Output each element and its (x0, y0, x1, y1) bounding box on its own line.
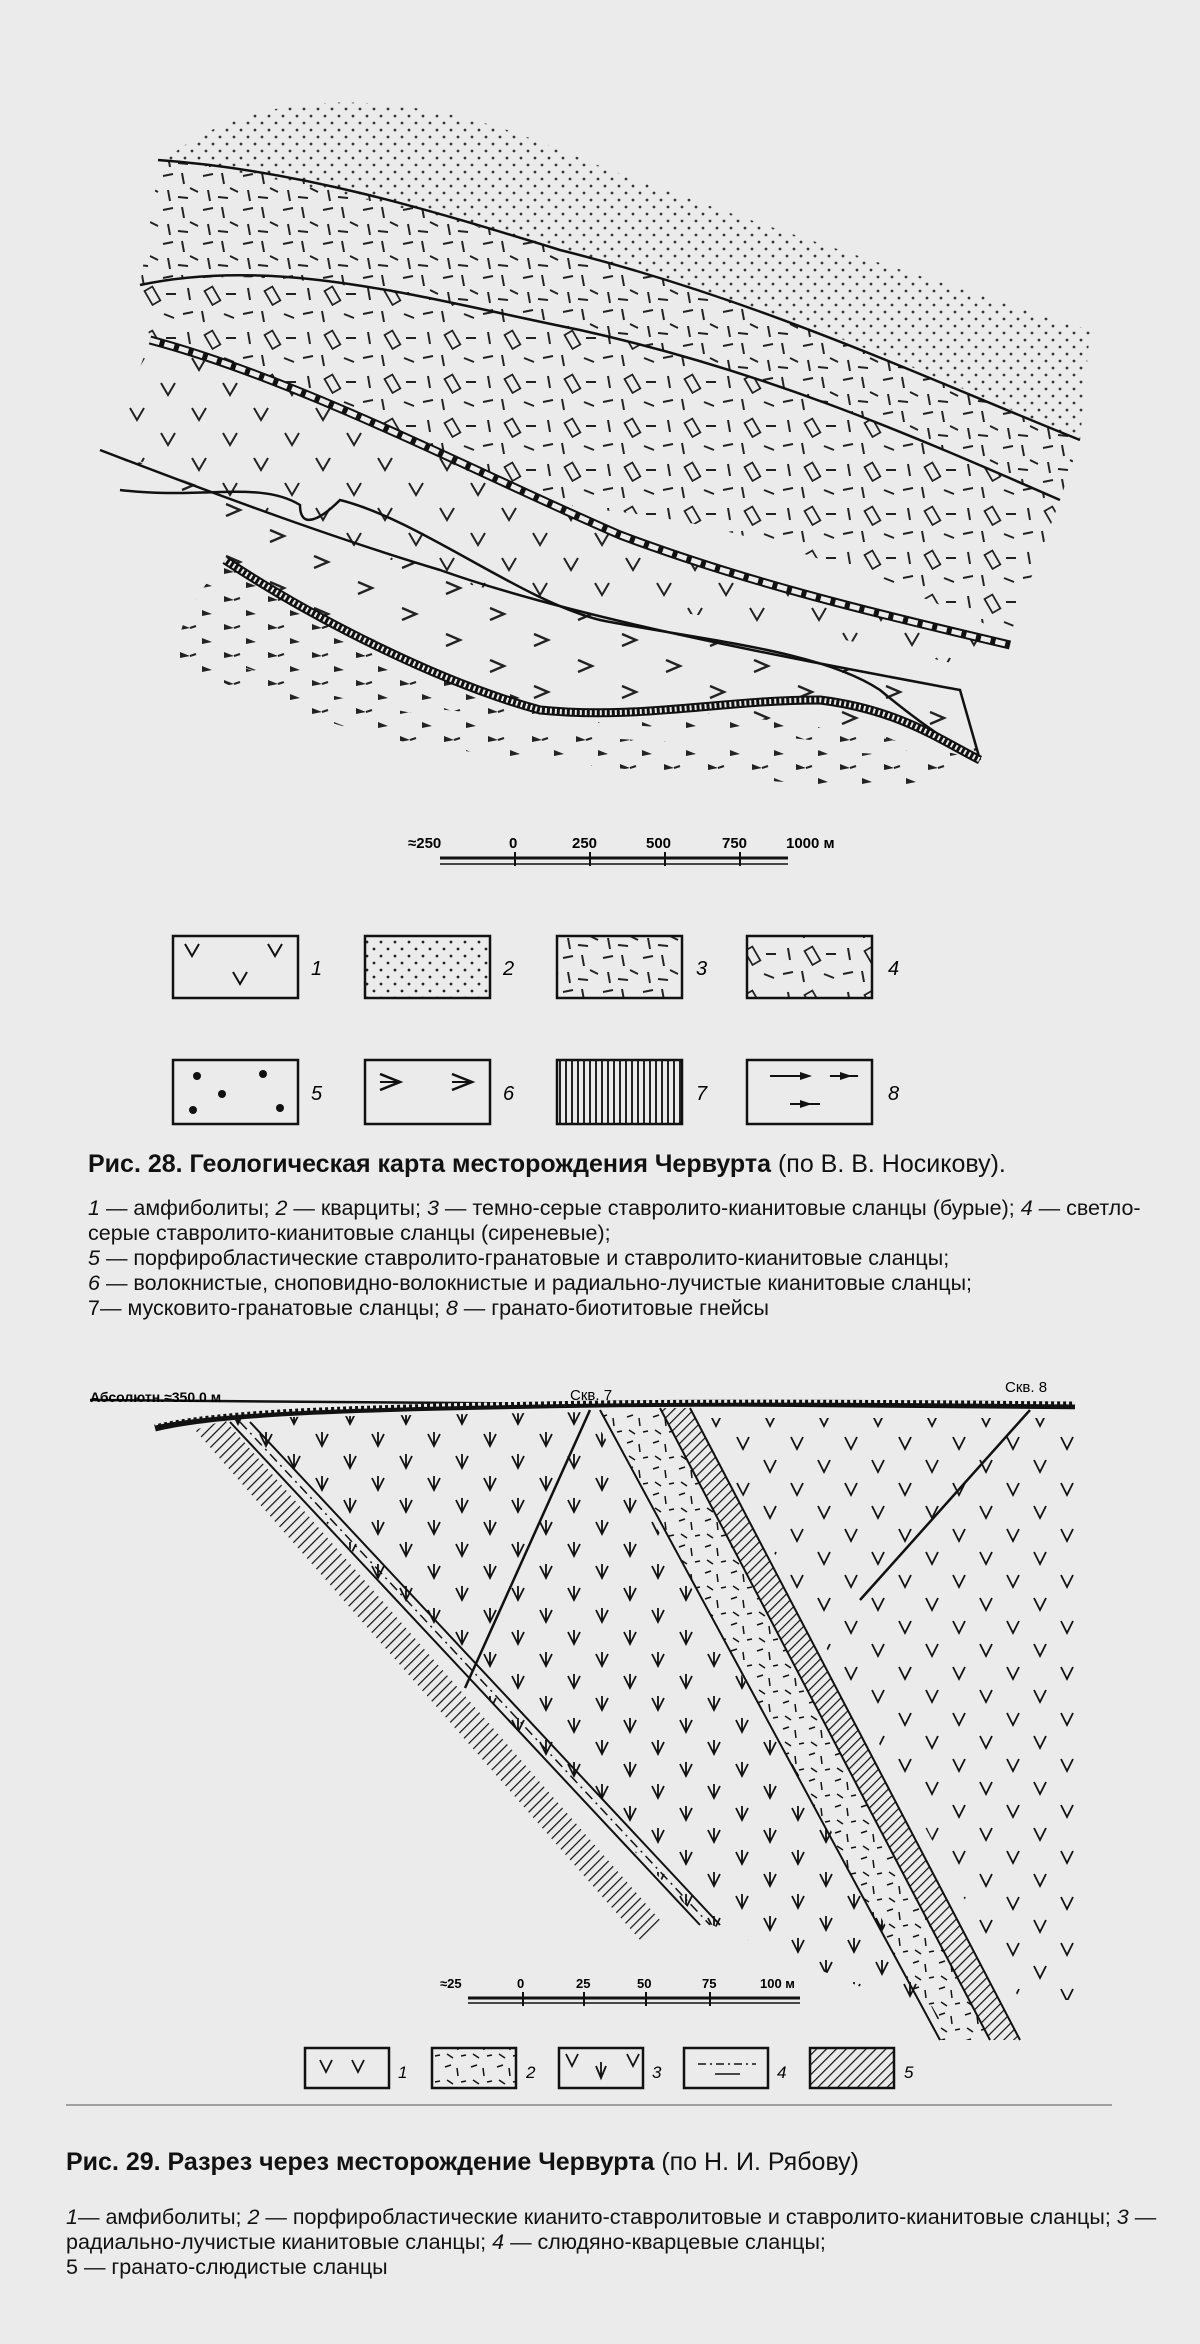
legend-number: 5 (311, 1083, 323, 1105)
scale-label: 75 (702, 1976, 717, 1991)
scale-label: 0 (517, 1976, 525, 1991)
legend-item: — волокнистые, сноповидно-волокнистые и радиально-лучистые кианитовые сланцы; (99, 1271, 973, 1295)
legend-index: 1 (88, 1196, 100, 1220)
geological-map-figure (0, 0, 1200, 1140)
legend-item: — радиально-лучистые кианитовые сланцы; (66, 2205, 1157, 2254)
legend-item: — гранато-биотитовые гнейсы (457, 1296, 769, 1320)
legend-index: 5 (88, 1246, 100, 1270)
scale-label: 250 (572, 835, 598, 852)
well-8-label: Скв. 8 (1005, 1379, 1048, 1396)
figure-29-legend-text (66, 2205, 1166, 2280)
legend-item: — порфиробластические ставролито-гранатовые и ставролито-кианитовые сланцы; (99, 1246, 950, 1270)
legend-item: — порфиробластические кианито-ставролитовые и ставролито-кианитовые сланцы; (259, 2205, 1117, 2229)
scale-label: 1000 м (786, 835, 835, 852)
legend-item: — кварциты; (287, 1196, 427, 1220)
legend-index: 8 (445, 1296, 458, 1320)
legend-number: 4 (888, 958, 900, 980)
figure-29-caption (66, 2146, 1166, 2178)
figure-28-legend-text (88, 1196, 1148, 1321)
legend-index: 4 (492, 2230, 505, 2254)
figure-29-author: (по Н. И. Рябову) (654, 2148, 860, 2176)
cross-section-figure (0, 1360, 1200, 2120)
figure-29-title: Рис. 29. Разрез через месторождение Червурта (66, 2148, 655, 2176)
legend-index: 3 (1116, 2205, 1129, 2229)
scale-label: ≈25 (440, 1976, 462, 1991)
legend-item: — амфиболиты; (99, 1196, 276, 1220)
map-scale-bar (408, 835, 835, 866)
legend-index: 2 (247, 2205, 260, 2229)
scale-label: 0 (509, 835, 518, 852)
legend-number: 1 (398, 2063, 408, 2082)
legend-index: 5 (66, 2255, 78, 2279)
elevation-label: Абсолютн.≈350.0 м (90, 1389, 222, 1405)
legend-index: 6 (88, 1271, 100, 1295)
legend-index: 4 (1020, 1196, 1033, 1220)
legend-item: — гранато-слюдистые сланцы (77, 2255, 388, 2279)
scale-label: 100 м (760, 1976, 795, 1991)
legend-number: 2 (526, 2063, 536, 2082)
section-legend (66, 2048, 1112, 2105)
legend-number: 7 (696, 1083, 708, 1105)
scale-label: 25 (576, 1976, 591, 1991)
legend-number: 5 (904, 2063, 914, 2082)
scale-label: 750 (722, 835, 748, 852)
legend-index: 7 (88, 1296, 100, 1320)
legend-number: 2 (503, 958, 515, 980)
legend-item: — слюдяно-кварцевые сланцы; (504, 2230, 826, 2254)
well-7-label: Скв. 7 (570, 1387, 613, 1404)
legend-number: 1 (311, 958, 323, 980)
legend-item: — амфиболиты; (77, 2205, 248, 2229)
legend-number: 3 (696, 958, 708, 980)
legend-item: — мусковито-гранатовые сланцы; (99, 1296, 446, 1320)
legend-index: 2 (275, 1196, 288, 1220)
figure-28-title: Рис. 28. Геологическая карта месторождения Червурта (88, 1150, 772, 1178)
section-scale-bar (440, 1976, 800, 2006)
scale-label: 50 (637, 1976, 652, 1991)
figure-28-caption (88, 1148, 1148, 1180)
legend-number: 6 (503, 1083, 515, 1105)
legend-index: 3 (426, 1196, 439, 1220)
legend-number: 8 (888, 1083, 900, 1105)
legend-number: 3 (652, 2063, 662, 2082)
figure-28-author: (по В. В. Носикову). (771, 1150, 1006, 1178)
legend-item: — темно-серые ставролито-кианитовые сланцы (бурые); (438, 1196, 1021, 1220)
legend-index: 1 (66, 2205, 78, 2229)
legend-number: 4 (777, 2063, 787, 2082)
map-legend (173, 936, 899, 1124)
scale-label: 500 (646, 835, 672, 852)
scale-label: ≈250 (408, 835, 442, 852)
legend-item: — светло-серые ставролито-кианитовые сланцы (сиреневые); (88, 1196, 1141, 1245)
